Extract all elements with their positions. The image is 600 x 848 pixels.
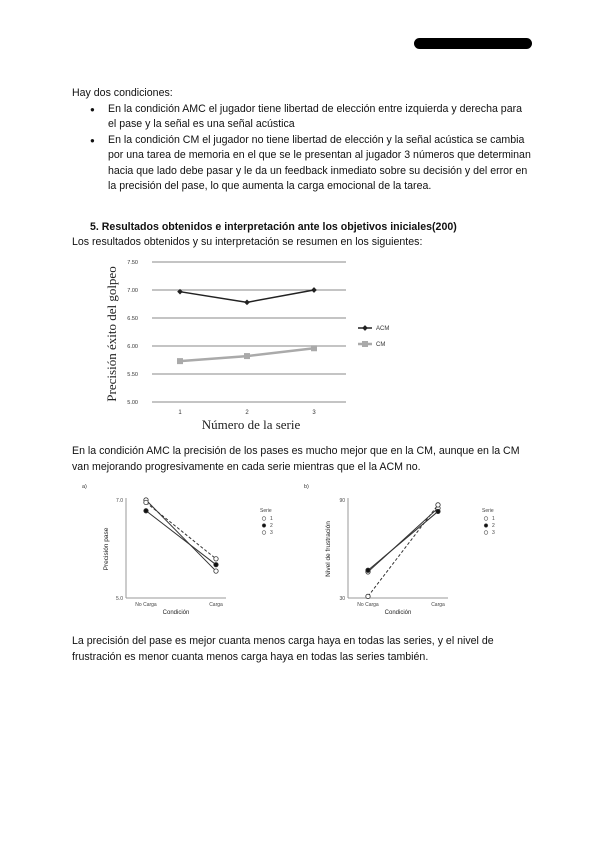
legend-label: 1 bbox=[270, 516, 273, 522]
bullet-amc: ● En la condición AMC el jugador tiene libertad de elección entre izquierda y derecha para el pase y la señal es una señal acústica bbox=[108, 102, 532, 133]
x-tick-label: 1 bbox=[178, 410, 182, 416]
x-tick-label: No Carga bbox=[357, 602, 379, 608]
panel-label: a) bbox=[82, 484, 87, 490]
y-tick-label: 30 bbox=[339, 596, 345, 602]
data-point-cm bbox=[311, 345, 317, 351]
data-point-serie-3 bbox=[214, 557, 218, 561]
intro-text: Hay dos condiciones: bbox=[72, 87, 173, 99]
y-tick-label: 5.50 bbox=[127, 372, 138, 378]
legend-label: 3 bbox=[492, 530, 495, 536]
legend-marker bbox=[262, 524, 266, 528]
paragraph-after-chart1: En la condición AMC la precisión de los pases es mucho mejor que en la CM, aunque en la CM van mejorando progresivamente en cada serie mientras que el la ACM no. bbox=[72, 445, 520, 473]
y-tick-label: 7.00 bbox=[127, 288, 138, 294]
x-tick-label: Carga bbox=[209, 602, 223, 608]
results-intro: Los resultados obtenidos y su interpretación se resumen en los siguientes: bbox=[72, 236, 423, 248]
data-point-serie-2 bbox=[144, 509, 148, 513]
y-tick-label: 5.00 bbox=[127, 400, 138, 406]
y-tick-label: 7.0 bbox=[116, 498, 123, 504]
series-line-2 bbox=[368, 511, 438, 570]
data-point-acm bbox=[244, 299, 250, 305]
section-heading: 5. Resultados obtenidos e interpretación ante los objetivos iniciales(200) bbox=[90, 221, 457, 233]
legend-label: ACM bbox=[376, 326, 390, 332]
series-line-1 bbox=[146, 500, 216, 571]
legend-label: 2 bbox=[492, 523, 495, 529]
panel-label: b) bbox=[304, 484, 309, 490]
x-axis-label: Número de la serie bbox=[201, 417, 301, 432]
conditions-section bbox=[72, 86, 532, 195]
legend-marker bbox=[484, 517, 488, 521]
data-point-serie-2 bbox=[214, 562, 218, 566]
legend-label: 2 bbox=[270, 523, 273, 529]
series-line-1 bbox=[368, 508, 438, 572]
line-chart-precision bbox=[96, 254, 456, 434]
x-tick-label: 3 bbox=[312, 410, 316, 416]
data-point-acm bbox=[311, 287, 317, 293]
legend-marker bbox=[362, 325, 368, 331]
data-point-serie-3 bbox=[436, 503, 440, 507]
conditions-list bbox=[72, 102, 532, 195]
y-axis-label: Precisión pase bbox=[103, 527, 110, 571]
legend-marker bbox=[484, 531, 488, 535]
legend-marker bbox=[484, 524, 488, 528]
data-point-serie-2 bbox=[436, 509, 440, 513]
x-axis-label: Condición bbox=[162, 610, 190, 616]
data-point-serie-3 bbox=[366, 594, 370, 598]
legend-label: 3 bbox=[270, 530, 273, 536]
legend-title: Serie bbox=[482, 508, 494, 514]
bullet-cm: ● En la condición CM el jugador no tiene libertad de elección y la señal acústica se cambia por una tarea de memoria en el que se le presentan al jugador 3 números que determinan hacia que lado debe pasar y le da un feedback inmediato sobre su decisión y del error en la precisión del pase, lo que aumenta la carga emocional de la tarea. bbox=[108, 133, 532, 195]
y-axis-label: Nivel de frustración bbox=[325, 521, 332, 577]
x-axis-label: Condición bbox=[384, 610, 412, 616]
paragraph-final: La precisión del pase es mejor cuanta menos carga haya en todas las series, y el nivel de frustración es menor cuanta menos carga haya en todas las series también. bbox=[72, 635, 494, 663]
line-chart-panel-a bbox=[78, 480, 300, 620]
data-point-cm bbox=[244, 353, 250, 359]
legend-marker bbox=[262, 531, 266, 535]
series-line-2 bbox=[146, 511, 216, 565]
line-chart-panel-b bbox=[300, 480, 522, 620]
legend-label: CM bbox=[376, 342, 386, 348]
data-point-serie-2 bbox=[366, 568, 370, 572]
y-tick-label: 90 bbox=[339, 498, 345, 504]
redacted-header bbox=[414, 38, 532, 49]
legend-label: 1 bbox=[492, 516, 495, 522]
x-tick-label: 2 bbox=[245, 410, 249, 416]
y-tick-label: 7.50 bbox=[127, 260, 138, 266]
y-tick-label: 6.50 bbox=[127, 316, 138, 322]
y-axis-label: Precisión éxito del golpeo bbox=[104, 266, 119, 402]
legend-title: Serie bbox=[260, 508, 272, 514]
data-point-cm bbox=[177, 358, 183, 364]
legend-marker bbox=[262, 517, 266, 521]
data-point-serie-3 bbox=[144, 500, 148, 504]
y-tick-label: 5.0 bbox=[116, 596, 123, 602]
legend-marker bbox=[362, 341, 368, 347]
x-tick-label: No Carga bbox=[135, 602, 157, 608]
y-tick-label: 6.00 bbox=[127, 344, 138, 350]
x-tick-label: Carga bbox=[431, 602, 445, 608]
data-point-serie-1 bbox=[214, 569, 218, 573]
series-line-3 bbox=[368, 505, 438, 596]
